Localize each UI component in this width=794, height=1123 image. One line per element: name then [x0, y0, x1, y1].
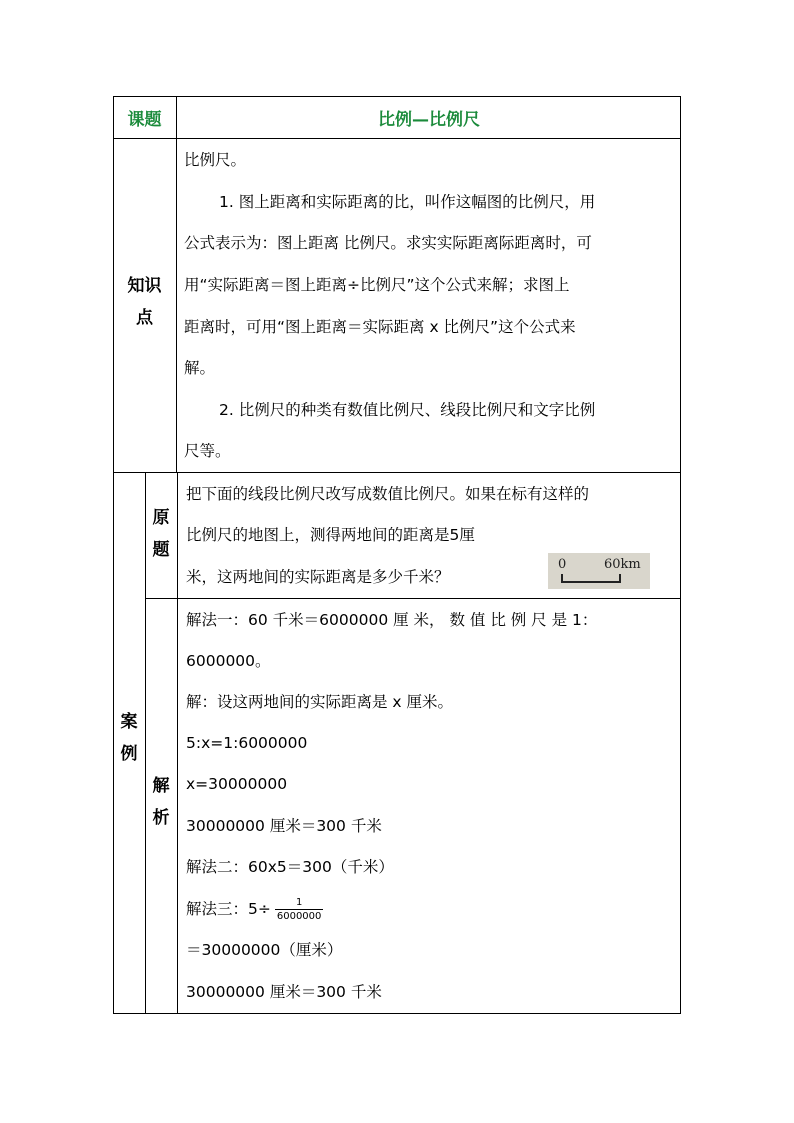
scale-end-label: 60km — [604, 557, 641, 572]
analysis-line: 30000000 厘米＝300 千米 — [186, 817, 382, 835]
fraction-numerator: 1 — [295, 897, 303, 908]
knowledge-line: 公式表示为：图上距离 比例尺。求实实际距离际距离时，可 — [184, 234, 592, 252]
problem-label-line1: 原 — [152, 508, 170, 528]
header-label: 课题 — [127, 109, 162, 130]
case-label-line1: 案 — [120, 712, 138, 732]
analysis-line: 解：设这两地间的实际距离是 x 厘米。 — [186, 693, 454, 711]
knowledge-line: 比例尺。 — [184, 151, 247, 169]
analysis-line: 解法三：5÷ — [186, 900, 271, 918]
knowledge-line: 尺等。 — [184, 442, 231, 460]
analysis-label-line2: 析 — [152, 808, 170, 828]
problem-line: 比例尺的地图上，测得两地间的距离是5厘 — [186, 526, 475, 544]
scale-start-label: 0 — [558, 557, 567, 572]
knowledge-line: 用“实际距离＝图上距离÷比例尺”这个公式来解；求图上 — [184, 276, 570, 294]
scale-bar-image — [548, 553, 650, 589]
problem-label-line2: 题 — [152, 540, 170, 560]
scale-bar-icon — [548, 553, 650, 589]
knowledge-line: 距离时，可用“图上距离＝实际距离 x 比例尺”这个公式来 — [184, 318, 576, 336]
analysis-line: 30000000 厘米＝300 千米 — [186, 983, 382, 1001]
column-divider — [176, 96, 177, 473]
knowledge-label-line1: 知识 — [127, 276, 162, 296]
analysis-line: ＝30000000（厘米） — [186, 941, 343, 959]
analysis-label-line1: 解 — [152, 776, 170, 796]
analysis-line-fraction — [186, 888, 323, 930]
case-label-line2: 例 — [120, 744, 138, 764]
lesson-title: 比例—比例尺 — [378, 109, 480, 130]
column-divider — [177, 472, 178, 1014]
fraction — [275, 896, 324, 923]
problem-line: 米，这两地间的实际距离是多少千米？ — [186, 568, 450, 586]
knowledge-line: 1. 图上距离和实际距离的比，叫作这幅图的比例尺，用 — [219, 193, 596, 211]
analysis-line: x=30000000 — [186, 775, 288, 793]
analysis-line: 5:x=1:6000000 — [186, 734, 308, 752]
knowledge-label — [113, 270, 176, 334]
fraction-denominator: 6000000 — [276, 911, 322, 922]
analysis-line: 解法二：60x5＝300（千米） — [186, 858, 394, 876]
analysis-line: 解法一：60 千米＝6000000 厘 米， 数 值 比 例 尺 是 1： — [186, 611, 598, 629]
problem-label — [145, 502, 177, 566]
analysis-line: 6000000。 — [186, 652, 271, 670]
knowledge-line: 2. 比例尺的种类有数值比例尺、线段比例尺和文字比例 — [219, 401, 596, 419]
case-label — [113, 706, 145, 770]
analysis-label — [145, 770, 177, 834]
problem-line: 把下面的线段比例尺改写成数值比例尺。如果在标有这样的 — [186, 485, 590, 503]
knowledge-label-line2: 点 — [136, 308, 153, 328]
knowledge-line: 解。 — [184, 359, 216, 377]
